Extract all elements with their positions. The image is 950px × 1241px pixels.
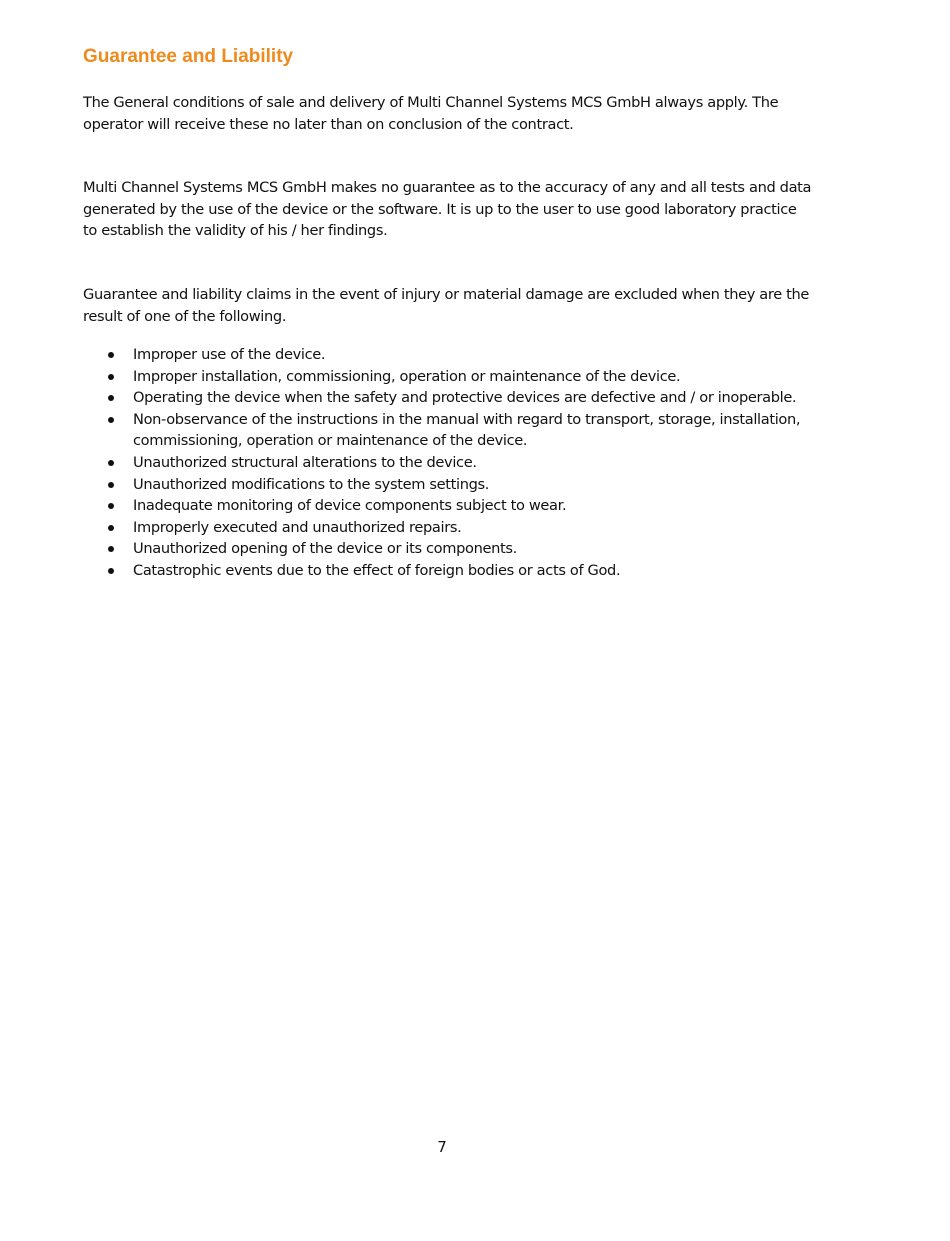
list-item (83, 344, 823, 366)
list-item-text: Improperly executed and unauthorized repairs. (133, 518, 462, 536)
list-item-text: Non-observance of the instructions in the manual with regard to transport, storage, installation, commissioning, operation or maintenance of the device. (133, 410, 801, 450)
bullet-icon (108, 460, 114, 466)
exclusion-list (83, 344, 823, 582)
bullet-icon (108, 352, 114, 358)
list-item-text: Improper use of the device. (133, 346, 326, 363)
list-item (83, 474, 823, 496)
bullet-icon (108, 525, 114, 531)
list-item (83, 387, 823, 409)
bullet-icon (108, 568, 114, 574)
bullet-icon (108, 482, 114, 488)
list-item (83, 452, 823, 474)
bullet-icon (108, 395, 114, 401)
bullet-icon (108, 503, 114, 509)
bullet-icon (108, 417, 114, 423)
list-item-text: Inadequate monitoring of device components subject to wear. (133, 497, 567, 515)
section-heading: Guarantee and Liability (83, 46, 294, 67)
list-item-text: Catastrophic events due to the effect of foreign bodies or acts of God. (133, 561, 621, 579)
list-item (83, 366, 823, 388)
bullet-icon (108, 374, 114, 380)
list-item-text: Unauthorized structural alterations to the device. (133, 453, 477, 471)
paragraph-sale-conditions: The General conditions of sale and delivery of Multi Channel Systems MCS GmbH always apply. The operator will receive these no later than on conclusion of the contract. (83, 94, 779, 133)
list-item (83, 409, 823, 452)
list-item-text: Unauthorized opening of the device or its components. (133, 540, 517, 558)
list-item (83, 560, 823, 582)
paragraph-no-guarantee: Multi Channel Systems MCS GmbH makes no guarantee as to the accuracy of any and all tests and data generated by the use of the device or the software. It is up to the user to use good laboratory practice to establish the validity of his / her findings. (83, 179, 812, 239)
list-item (83, 495, 823, 517)
list-item-text: Operating the device when the safety and protective devices are defective and / or inoperable. (133, 389, 797, 407)
list-item-text: Unauthorized modifications to the system settings. (133, 475, 490, 493)
list-item (83, 517, 823, 539)
list-item (83, 538, 823, 560)
list-item-text: Improper installation, commissioning, operation or maintenance of the device. (133, 367, 681, 385)
page-number: 7 (437, 1138, 447, 1156)
paragraph-claims-excluded: Guarantee and liability claims in the event of injury or material damage are excluded when they are the result of one of the following. (83, 286, 810, 325)
bullet-icon (108, 546, 114, 552)
